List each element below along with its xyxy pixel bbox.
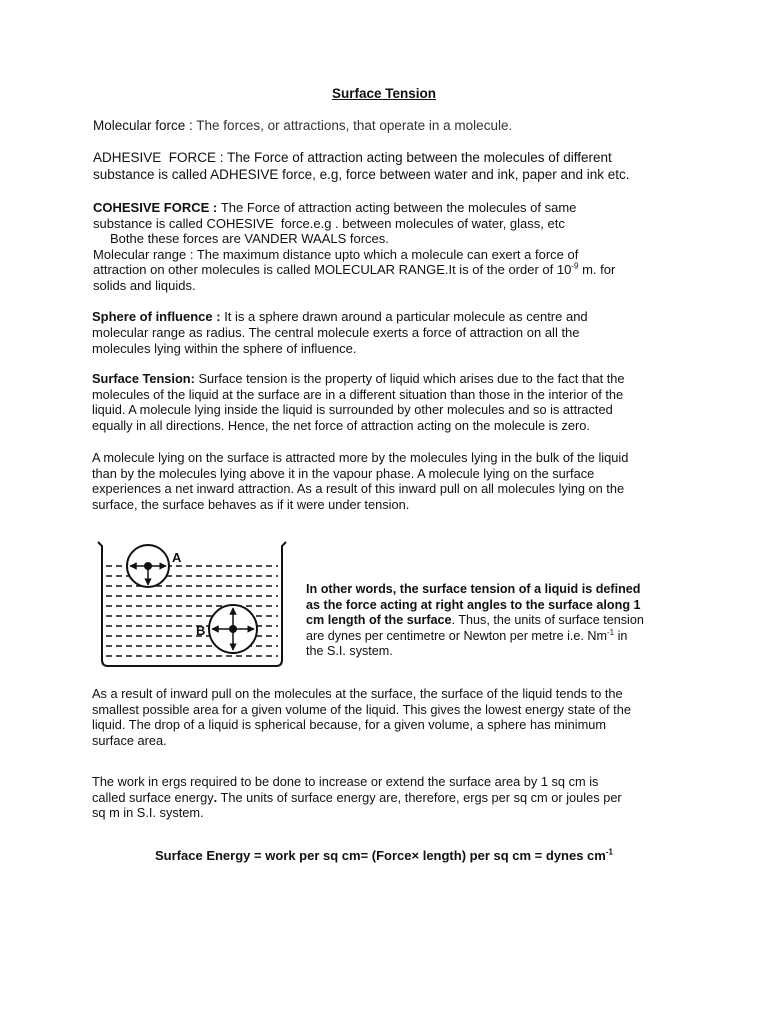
molecular-range-line: Molecular range : The maximum distance upto which a molecule can exert a force of	[93, 246, 579, 262]
surface-tension-line: equally in all directions. Hence, the net force of attraction acting on the molecule is zero.	[92, 417, 590, 433]
molecular-range-line: solids and liquids.	[93, 277, 196, 293]
surface-molecule-line: A molecule lying on the surface is attracted more by the molecules lying in the bulk of the liquid	[92, 450, 629, 465]
inward-pull-line: surface area.	[92, 732, 167, 748]
inward-pull-line: smallest possible area for a given volume of the liquid. This gives the lowest energy state of the	[92, 701, 631, 717]
surface-energy-paragraph	[92, 774, 622, 821]
exponent: -9	[571, 262, 579, 272]
molecule-a-label: A	[172, 550, 182, 565]
sphere-label: Sphere of influence :	[92, 309, 225, 324]
definition-paragraph	[306, 582, 644, 660]
molecular-force-paragraph	[93, 118, 512, 134]
molecule-a	[127, 545, 169, 587]
definition-line: cm length of the surface. Thus, the units of surface tension	[306, 613, 644, 628]
surface-molecule-paragraph	[92, 450, 628, 512]
definition-line: as the force acting at right angles to the surface along 1	[306, 597, 641, 612]
surface-energy-line: called surface energy. The units of surface energy are, therefore, ergs per sq cm or joules per	[92, 789, 622, 805]
inward-pull-paragraph	[92, 686, 631, 748]
sphere-line: It is a sphere drawn around a particular molecule as centre and	[224, 309, 588, 324]
exponent: -1	[605, 847, 613, 857]
surface-molecule-line: surface, the surface behaves as if it were under tension.	[92, 496, 410, 512]
adhesive-line: ADHESIVE FORCE : The Force of attraction acting between the molecules of different	[93, 150, 612, 165]
cohesive-line: The Force of attraction acting between the molecules of same	[220, 200, 577, 215]
cohesive-line: Bothe these forces are VANDER WAALS forces.	[110, 231, 389, 247]
molecular-force-text: The forces, or attractions, that operate in a molecule.	[196, 118, 513, 133]
surface-molecule-line: experiences a net inward attraction. As a result of this inward pull on all molecules lying on the	[92, 481, 625, 497]
inward-pull-line: As a result of inward pull on the molecules at the surface, the surface of the liquid tends to the	[92, 686, 623, 701]
surface-tension-line: Surface tension is the property of liquid which arises due to the fact that the	[198, 371, 625, 386]
surface-tension-paragraph	[92, 371, 625, 433]
surface-tension-line: molecules of the liquid at the surface are in a different situation than those in the interior of the	[92, 386, 624, 402]
definition-line: are dynes per centimetre or Newton per metre i.e. $Nm^{-1}$ in	[306, 627, 628, 643]
molecular-force-label: Molecular force :	[93, 118, 197, 133]
beaker-outline	[98, 542, 286, 666]
cohesive-line: substance is called COHESIVE force.e.g . between molecules of water, glass, etc	[93, 215, 565, 231]
molecule-b-label: B	[196, 623, 206, 638]
cohesive-label: COHESIVE FORCE :	[93, 200, 221, 215]
adhesive-line: substance is called ADHESIVE force, e.g, force between water and ink, paper and ink etc.	[93, 167, 630, 182]
definition-line: In other words, the surface tension of a liquid is defined	[306, 582, 641, 596]
sphere-paragraph	[92, 309, 588, 356]
adhesive-paragraph	[93, 149, 630, 183]
surface-energy-line: sq m in S.I. system.	[92, 805, 204, 821]
sphere-line: molecules lying within the sphere of influence.	[92, 340, 357, 356]
inward-pull-line: liquid. The drop of a liquid is spherical because, for a given volume, a sphere has minimum	[92, 717, 607, 733]
beaker-diagram	[92, 534, 292, 670]
surface-tension-line: liquid. A molecule lying inside the liquid is surrounded by other molecules and so is attracted	[92, 402, 613, 418]
cohesive-paragraph	[93, 200, 615, 294]
surface-tension-label: Surface Tension:	[92, 371, 199, 386]
molecular-range-line: attraction on other molecules is called MOLECULAR RANGE.It is of the order of $10^{-9}$ m. for	[93, 262, 616, 278]
definition-line: the S.I. system.	[306, 644, 393, 659]
sphere-line: molecular range as radius. The central molecule exerts a force of attraction on all the	[92, 324, 580, 340]
surface-energy-line: The work in ergs required to be done to increase or extend the surface area by 1 sq cm is	[92, 774, 599, 789]
surface-energy-equation: Surface Energy = work per sq cm= (Force× length) per sq cm = dynes $cm^{-1}$	[155, 847, 613, 863]
molecule-b	[209, 605, 257, 653]
exponent: -1	[606, 627, 615, 637]
surface-molecule-line: than by the molecules lying above it in the vapour phase. A molecule lying on the surface	[92, 465, 595, 481]
page-title: Surface Tension	[331, 86, 437, 101]
